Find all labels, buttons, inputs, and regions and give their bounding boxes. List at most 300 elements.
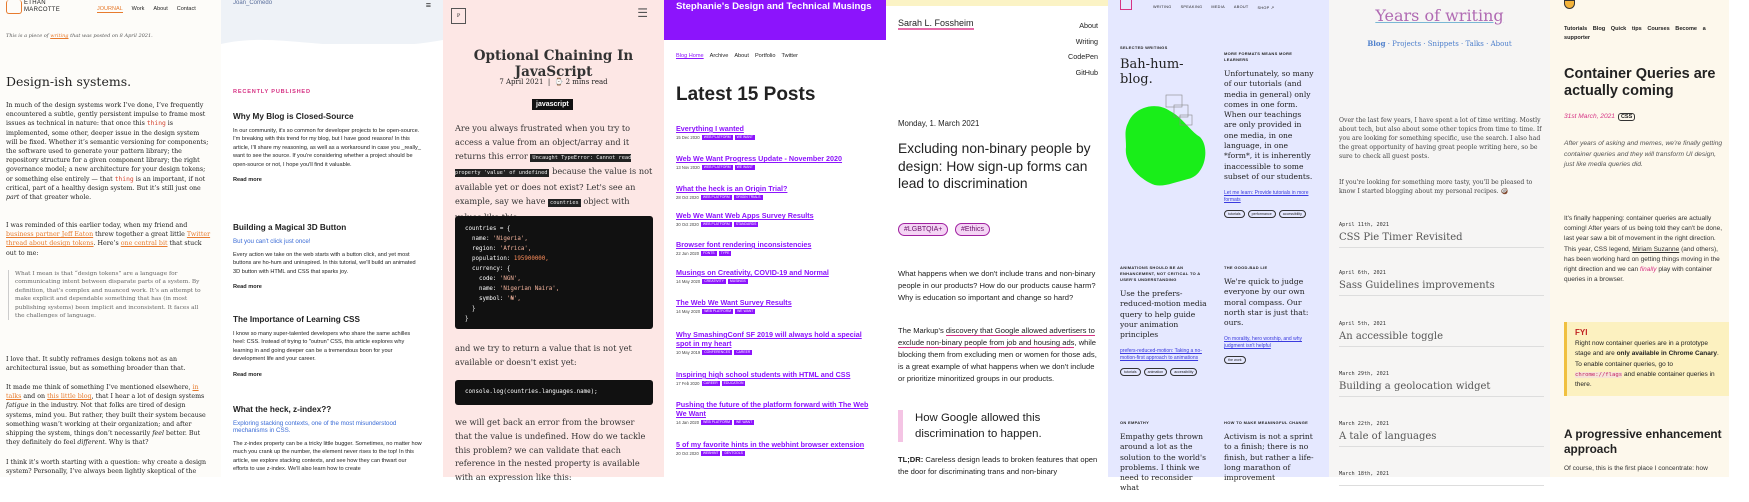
- nav-about[interactable]: About: [1490, 40, 1512, 48]
- post-entry: [1339, 222, 1544, 248]
- text: because the value is not available yet or does not exist? Let's see an example, say we have: [455, 166, 653, 206]
- nav-shop[interactable]: SHOP ↗: [1257, 6, 1275, 10]
- post-date: March 29th, 2021: [1339, 371, 1389, 377]
- text: and enable container queries in there.: [1575, 370, 1715, 389]
- text: Careless design leads to broken features that open the door for discriminating trans and non-binary: [898, 455, 1098, 476]
- site-logo[interactable]: [6, 0, 22, 14]
- panel-optional-chaining: [443, 0, 664, 483]
- post-list-item: [676, 268, 876, 284]
- post-meta: 7 April 2021 | ⌚ 2 mins read: [499, 78, 608, 86]
- post-meta: [676, 195, 876, 200]
- nav-journal[interactable]: JOURNAL: [97, 6, 123, 12]
- nav-media[interactable]: MEDIA: [1211, 5, 1225, 9]
- tag-lgbtqia[interactable]: #LGBTQIA+: [898, 223, 948, 236]
- code-key: symbol:: [465, 296, 507, 302]
- post-meta: [676, 420, 876, 425]
- category-badge[interactable]: TYPE: [720, 251, 730, 255]
- post-link[interactable]: Web We Want Web Apps Survey Results: [676, 211, 814, 220]
- code-value: 'Nigeria',: [492, 236, 528, 242]
- text: It made me think of something I’ve mentioned elsewhere,: [6, 384, 193, 391]
- paragraph-2: [898, 325, 1103, 385]
- tag-chip[interactable]: the work: [1224, 356, 1246, 364]
- panel-joshw-comeau: [221, 0, 443, 477]
- tag-list: [1224, 356, 1316, 364]
- link-the-markup[interactable]: discovery that Google allowed advertisers to exclude non-binary people from job and housing ads: [898, 326, 1095, 347]
- read-more-link[interactable]: Read more: [233, 284, 262, 291]
- emphasis: different: [77, 439, 105, 447]
- article-card: [1224, 420, 1316, 491]
- post-excerpt: In our community, it's so common for developer projects to be open-source. I'm breaking with this trend for my blog, but I have good reasons! In this article, I'll share my reasoning, as well as a workaround in case you _really_ want to see the source. If you're considering whether a project should be open-source or not, I hope you'll find it valuable.: [233, 128, 421, 168]
- code-key: countries = {: [465, 226, 511, 232]
- category-badge[interactable]: WEB PLATFORM: [704, 309, 732, 313]
- text: is an important, if not critical, part of a healthy design system. But it’s still just one: [6, 175, 206, 192]
- site-title[interactable]: Years of writing: [1375, 6, 1504, 25]
- post-date: 17 Feb 2020: [676, 381, 700, 386]
- post-meta: [676, 451, 876, 456]
- emphasis: finally: [1639, 266, 1657, 274]
- post-subtitle: But you can't click just once!: [233, 238, 311, 245]
- link-talks[interactable]: in talks: [6, 384, 199, 401]
- main-nav: [97, 6, 196, 13]
- text: Are you always frustrated when you try to access a value from an object/array and it returns this error: [455, 123, 631, 161]
- link-miriam-suzanne[interactable]: Miriam Suzanne: [1632, 245, 1680, 253]
- nav-blog-home[interactable]: Blog Home: [676, 53, 704, 59]
- nav-speaking[interactable]: SPEAKING: [1180, 5, 1203, 9]
- text: (and others), has been working hard on getting things moving in the right direction and we can: [1564, 245, 1720, 274]
- post-excerpt: Every action we take on the web starts with a button click, and yet most buttons are ho-hum and uninspired. In this tutorial, we'll build an animated 3D button with HTML and CSS that sparks joy.: [233, 252, 416, 275]
- text: In much of the design systems work I’ve done, I’ve frequently encountered a subtle, gently persistent impulse to frame most issues as technical in nature: that once this: [6, 102, 206, 128]
- posted-post: that was posted on 8 April 2021.: [68, 33, 153, 39]
- post-title: Optional Chaining In JavaScript: [473, 48, 634, 80]
- post-title-link[interactable]: A tale of languages: [1339, 431, 1544, 447]
- code-block: [455, 216, 653, 329]
- nav-about[interactable]: About: [1079, 21, 1098, 30]
- inline-code: thing: [146, 120, 166, 128]
- intro-column: [1120, 45, 1212, 201]
- category-badge[interactable]: STANDARDS: [735, 222, 757, 226]
- card-text: Unfortunately, so many of our tutorials (and media in general) only comes in one form. When our teachings are only provided in one media, in one language, in one *form*, it is inherently inaccessible to some subset of our students.: [1224, 69, 1314, 181]
- post-list-item: [676, 330, 876, 355]
- post-excerpt: The z-index property can be a tricky little bugger. Sometimes, no matter how much you crank up the number, the element never rises to the top! In this article, we explore stacking contexts, and see how they can thwart our efforts to use z-index. We'll also learn how to create: [233, 441, 422, 473]
- text: in the industry. Not that folks are tired of design systems, mind you. But rather, they built their system because something wasn’t working at their organization; and after shipping the system, things don’t necessarily: [6, 402, 206, 438]
- paragraph-2: Of course, this is the first place I concentrate: how: [1564, 465, 1708, 472]
- tag-badge[interactable]: javascript: [532, 99, 573, 110]
- text: that stuck out to me:: [6, 240, 202, 257]
- post-link[interactable]: The Web We Want Survey Results: [676, 298, 792, 307]
- nav-archive[interactable]: Archive: [709, 53, 729, 59]
- paragraph-1: [1564, 214, 1724, 285]
- text: threw together a great little: [93, 231, 187, 239]
- paragraph-2: [6, 221, 211, 258]
- post-link[interactable]: Everything I wanted: [676, 124, 744, 133]
- inline-code: countries: [550, 199, 579, 206]
- text: of that greater whole.: [19, 194, 92, 202]
- category-badge[interactable]: DEVTOOLS: [724, 451, 743, 455]
- code-value: 195900000,: [513, 256, 549, 262]
- post-title[interactable]: The Importance of Learning CSS: [233, 315, 360, 324]
- post-meta: [676, 279, 876, 284]
- text: object with: [583, 195, 630, 206]
- paragraph-2: and we try to return a value that is not yet available or doesn't exist yet:: [455, 343, 632, 367]
- writing-link[interactable]: writing: [50, 33, 69, 39]
- post-title: Design-ish systems.: [6, 74, 132, 89]
- card-label: ANIMATIONS SHOULD BE AN ENHANCEMENT, NOT CRITICAL TO A USER'S UNDERSTANDING: [1120, 265, 1201, 282]
- code-key: code:: [465, 276, 500, 282]
- nav-contact[interactable]: Contact: [176, 6, 196, 12]
- menu-icon[interactable]: ≡: [425, 0, 431, 10]
- code-key: region:: [465, 246, 500, 252]
- tag-list: [1120, 368, 1212, 376]
- post-list-item: [676, 124, 876, 140]
- tag-chip[interactable]: accessibility: [1170, 368, 1197, 376]
- card-text: Empathy gets thrown around a lot as the solution to the world's problems. I think we need to reconsider what: [1120, 432, 1207, 493]
- article-card: [1120, 265, 1212, 376]
- callout-heading: FYI: [1575, 328, 1588, 337]
- tag-chip[interactable]: accessibility: [1279, 210, 1306, 218]
- panel-years-of-writing: [1329, 0, 1550, 477]
- category-badge[interactable]: CAREER: [736, 350, 751, 354]
- inline-code: chrome://flags: [1575, 371, 1623, 378]
- card-label: MORE FORMATS MEANS MORE LEARNERS: [1224, 51, 1293, 62]
- category-badge[interactable]: WEBHINT: [702, 451, 719, 455]
- text: . Why is that?: [104, 439, 149, 447]
- text: play with container queries in a browser.: [1564, 266, 1713, 284]
- lead-paragraph: After years of asking and memes, we're finally getting container queries and they will transform UI design, just like media queries did.: [1564, 140, 1723, 169]
- article-card: [1120, 420, 1212, 502]
- code-value: '₦',: [506, 296, 521, 302]
- main-nav: [1068, 18, 1098, 80]
- post-date: 14 May 2020: [676, 279, 701, 284]
- post-date: 28 Oct 2020: [676, 195, 699, 200]
- section-heading: RECENTLY PUBLISHED: [233, 89, 311, 95]
- site-author[interactable]: Sarah L. Fossheim: [898, 18, 974, 28]
- site-header[interactable]: Stephanie's Design and Technical Musings: [664, 0, 886, 40]
- text: I was reminded of this earlier today, when my friend and: [6, 222, 188, 229]
- tag-list: [1224, 210, 1316, 218]
- code-key: name:: [465, 236, 493, 242]
- post-date: 30 Oct 2020: [676, 222, 699, 227]
- post-list-item: [676, 400, 876, 425]
- section-label: SELECTED WRITINGS: [1120, 45, 1168, 50]
- post-list-item: [676, 298, 876, 314]
- text: Right now container queries are in a prototype stage and are: [1575, 340, 1708, 358]
- post-card: [233, 315, 423, 378]
- site-logo[interactable]: P: [451, 8, 466, 24]
- post-card: [233, 405, 423, 482]
- menu-icon[interactable]: ☰: [637, 6, 648, 20]
- post-title-link[interactable]: [1339, 481, 1544, 486]
- read-more-link[interactable]: Read more: [233, 371, 262, 378]
- post-entry: [1339, 471, 1544, 486]
- post-card: [233, 112, 423, 183]
- post-list-item: [676, 184, 876, 200]
- post-list-item: [676, 440, 876, 456]
- post-link[interactable]: What the heck is an Origin Trial?: [676, 184, 788, 193]
- text: only available in Chrome Canary: [1616, 350, 1717, 358]
- code-key: name:: [465, 286, 500, 292]
- code-key: }: [465, 316, 469, 322]
- nav-talks[interactable]: Talks: [1465, 40, 1484, 48]
- post-meta: [676, 222, 876, 227]
- post-link[interactable]: Browser font rendering inconsistencies: [676, 240, 812, 249]
- nav-codepen[interactable]: CodePen: [1068, 52, 1098, 61]
- fyi-callout: [1564, 322, 1729, 396]
- page-title: Latest 15 Posts: [676, 84, 816, 105]
- site-logo[interactable]: [1564, 0, 1575, 9]
- post-entry: [1339, 371, 1544, 397]
- nav-projects[interactable]: Projects: [1392, 40, 1422, 48]
- category-badge[interactable]: WE WANT: [736, 165, 753, 169]
- clock-icon: ⌚: [554, 78, 564, 86]
- blog-title: Bah-hum-blog.: [1120, 57, 1184, 87]
- post-title-link[interactable]: Building a geolocation widget: [1339, 381, 1544, 397]
- post-entry: [1339, 270, 1544, 296]
- code-line: [465, 294, 643, 304]
- read-more-link[interactable]: Read more: [233, 177, 262, 184]
- tldr-label: TL;DR:: [898, 455, 924, 464]
- category-badge[interactable]: ORIGIN TRIALS: [735, 195, 761, 199]
- text: , while blocking them from excluding men or women for those ads, is a great example of what happens when we don't include or prioritize minoritized groups in our products.: [898, 338, 1097, 383]
- code-line: [465, 314, 643, 324]
- post-date: 22 Jun 2020: [676, 251, 700, 256]
- link-blog[interactable]: this little blog: [47, 393, 92, 401]
- post-title: Excluding non-binary people by design: How sign-up forms can lead to discrimination: [898, 141, 1091, 191]
- emphasis: fatigue: [6, 402, 29, 410]
- post-date: 7 April 2021: [499, 78, 544, 86]
- code-key: currency: {: [465, 266, 511, 272]
- paragraph-3: we will get back an error from the browser that the value is undefined. How do we tackle this problem? we can validate that each reference in the nested property is available with an expression like this:: [455, 417, 646, 483]
- article-card: [1224, 265, 1316, 364]
- text: . To enable container queries, go to: [1575, 350, 1719, 368]
- site-name-line1: ETHAN: [24, 0, 46, 6]
- inline-code: Uncaught TypeError: Cannot read property 'value' of undefined: [455, 154, 632, 177]
- post-title-link[interactable]: Sass Guidelines improvements: [1339, 280, 1544, 296]
- code-value: 'NGN',: [499, 276, 521, 282]
- section-heading: How Google allowed this discrimination to happen.: [898, 410, 1098, 442]
- panel-sarah-fossheim: [886, 0, 1108, 477]
- code-key: population:: [465, 256, 514, 262]
- card-label: HOW TO MAKE MEANINGFUL CHANGE: [1224, 420, 1309, 425]
- card-link[interactable]: prefers-reduced-motion: Taking a no-motion-first approach to animations: [1120, 348, 1202, 362]
- tag-chip[interactable]: tutorials: [1120, 368, 1141, 376]
- post-subtitle: Exploring stacking contexts, one of the most misunderstood mechanisms in CSS.: [233, 420, 397, 434]
- code-value: 'Africa',: [499, 246, 532, 252]
- tag-chip[interactable]: animation: [1144, 368, 1168, 376]
- post-date: 14 May 2020: [676, 309, 701, 314]
- nav-portfolio[interactable]: Portfolio: [754, 53, 776, 59]
- post-list-item: [676, 211, 876, 227]
- post-card: [233, 223, 423, 290]
- nav-blog[interactable]: Blog: [1367, 39, 1386, 48]
- post-date: March 18th, 2021: [1339, 471, 1389, 477]
- card-text: Use the prefers-reduced-motion media query to help guide your animation principles: [1120, 289, 1207, 340]
- post-meta: [676, 251, 876, 256]
- posted-pre: This is a piece of: [6, 33, 51, 39]
- main-nav: Blog · Projects · Snippets · Talks · About: [1367, 39, 1512, 48]
- panel-container-queries: [1550, 0, 1729, 477]
- section-heading: A progressive enhancement approach: [1564, 427, 1722, 456]
- post-meta: [676, 135, 876, 140]
- intro-paragraph: Over the last few years, I have spent a lot of time writing. Mostly about tech, but also about some other topics from time to time. If you are looking for something specific, use the search. I also had the great opportunity of having great people writing here, so be sure to check all guest posts.: [1339, 117, 1542, 160]
- tldr: [898, 454, 1103, 478]
- post-title[interactable]: Why My Blog is Closed-Source: [233, 112, 354, 121]
- post-date: April 6th, 2021: [1339, 270, 1386, 276]
- post-link[interactable]: Musings on Creativity, COVID-19 and Normal: [676, 268, 829, 277]
- article-card: [1224, 51, 1316, 218]
- category-badge[interactable]: CSS: [1618, 113, 1635, 121]
- category-badge[interactable]: CREATIVITY: [704, 279, 724, 283]
- code-line: [465, 254, 643, 264]
- main-nav[interactable]: Tutorials Blog Quick tips Courses Become a supporter: [1564, 26, 1706, 41]
- text: and on: [21, 393, 48, 401]
- nav-work[interactable]: Work: [131, 6, 145, 12]
- category-badge[interactable]: WEB PLATFORM: [702, 222, 730, 226]
- post-date: 14 Jan 2020: [676, 420, 700, 425]
- date-text: 31st March, 2021: [1564, 113, 1615, 120]
- post-link[interactable]: Why SmashingConf SF 2019 will always hold a special spot in my heart: [676, 330, 862, 348]
- text: is implemented, some other, deeper issue in the design system will be fixed. Whether it’s semantic versioning for components; the software used to generate your pattern library; the repository structure for a given component library; the right governance model; a new architecture for your design tokens; or something else entirely — that: [6, 120, 209, 183]
- read-time: 2 mins read: [565, 78, 608, 86]
- post-title: Container Queries are actually coming: [1564, 66, 1716, 99]
- green-blob-illustration: [1120, 91, 1212, 196]
- category-badge[interactable]: WE WANT: [735, 420, 753, 424]
- link-jeff-eaton[interactable]: business partner Jeff Eaton: [6, 231, 94, 239]
- paragraph-1: [6, 101, 211, 202]
- emphasis: part: [6, 194, 20, 202]
- nav-writing[interactable]: WRITING: [1153, 5, 1172, 9]
- paragraph-3: I love that. It subtly reframes design tokens not as an architectural issue, but as something broader than that.: [6, 356, 186, 373]
- paragraph-4: [6, 383, 211, 447]
- post-link[interactable]: Inspiring high school students with HTML and CSS: [676, 370, 851, 379]
- site-name-line2: MARCOTTE: [24, 7, 61, 13]
- post-list-item: [676, 370, 876, 386]
- posted-note: [6, 33, 153, 39]
- link-central-bit[interactable]: one central bit: [120, 240, 168, 248]
- site-logo[interactable]: Joan_Comedo: [233, 0, 273, 6]
- category-badge[interactable]: EDUCATION: [723, 381, 744, 385]
- nav-about[interactable]: ABOUT: [1233, 5, 1249, 9]
- tag-chip[interactable]: performance: [1248, 210, 1276, 218]
- post-meta: [676, 381, 876, 386]
- link-twitter-thread[interactable]: Twitter thread about design tokens: [6, 231, 211, 248]
- category-badge[interactable]: FONTS: [703, 251, 715, 255]
- post-date: 10 May 2019: [676, 350, 701, 355]
- category-badge[interactable]: WEB PLATFORM: [703, 420, 730, 424]
- post-title-link[interactable]: CSS Pie Timer Revisited: [1339, 232, 1544, 248]
- blockquote: What I mean is that “design tokens” are a language for communicating intent between disparate parts of a system. By definition, that’s complex and nuanced work. It’s an attempt to make explicit and dependable something that has (in most publishing systems) been implicit and inconsistent. It faces all the challenges of language.: [8, 270, 208, 320]
- nav-about[interactable]: About: [734, 53, 749, 59]
- panel-ethan-marcotte: [0, 0, 221, 477]
- post-title[interactable]: What the heck, z-index??: [233, 405, 332, 414]
- post-date: April 5th, 2021: [1339, 321, 1386, 327]
- post-list-item: [676, 240, 876, 256]
- card-text: Activism is not a sprint to a finish; there is no finish, but rather a life-long marathon of improvement: [1224, 432, 1314, 483]
- tag-chip[interactable]: tutorials: [1224, 210, 1245, 218]
- text: , that I hear a lot of design systems: [91, 393, 205, 401]
- post-date: March 22th, 2021: [1339, 421, 1389, 427]
- category-badge[interactable]: WEB PLATFORM: [703, 135, 731, 139]
- tag-ethics[interactable]: #Ethics: [955, 223, 990, 236]
- code-line: [465, 234, 643, 244]
- category-badge[interactable]: MUSINGS: [729, 279, 746, 283]
- category-badge[interactable]: WEB PLATFORM: [703, 165, 731, 169]
- category-badge[interactable]: WE WANT: [736, 135, 753, 139]
- category-badge[interactable]: CONFERENCES: [704, 350, 731, 354]
- nav-writing[interactable]: Writing: [1075, 36, 1098, 46]
- nav-about[interactable]: About: [153, 6, 168, 12]
- nav-twitter[interactable]: Twitter: [781, 53, 798, 59]
- card-link[interactable]: On morality, hero worship, and why judgment isn't helpful: [1224, 336, 1302, 350]
- text: better. But they definitely do feel: [6, 430, 201, 447]
- code-line: [465, 264, 643, 274]
- category-badge[interactable]: CAREER: [703, 381, 718, 385]
- code-block: console.log(countries.languages.name);: [455, 380, 653, 405]
- wave-shape: [221, 0, 443, 60]
- site-name[interactable]: [24, 0, 60, 14]
- post-link[interactable]: Web We Want Progress Update - November 2020: [676, 154, 843, 163]
- post-list-item: [676, 154, 876, 170]
- post-date: 13 Nov 2020: [676, 165, 700, 170]
- text: . Here’s: [93, 240, 121, 248]
- panel-bah-hum-blog: [1108, 0, 1329, 493]
- nav-snippets[interactable]: Snippets: [1427, 40, 1459, 48]
- code-value: 'Nigerian Naira',: [499, 286, 560, 292]
- post-date: [1564, 113, 1635, 121]
- card-label: THE GOOD-BAD LIE: [1224, 265, 1268, 270]
- code-line: [465, 244, 643, 254]
- post-date: Monday, 1. March 2021: [898, 119, 980, 128]
- panel-stephanie-blog: [664, 0, 886, 477]
- nav-github[interactable]: GitHub: [1075, 67, 1098, 77]
- post-date: April 11th, 2021: [1339, 222, 1389, 228]
- paragraph-1: What happens when we don't include trans and non-binary people in our products? How do our products cause harm? Why is education so important and change so hard?: [898, 269, 1096, 302]
- site-logo[interactable]: [1120, 0, 1132, 10]
- intro-paragraph-2: If you're looking for something more tasty, you'll be pleased to know I started blogging about my personal recipes. 🥥: [1339, 179, 1533, 195]
- paragraph-5: I think it’s worth starting with a question: why create a design system? Personally, I’ve always been lightly skeptical of the: [6, 459, 207, 476]
- post-excerpt: I know so many super-talented developers who share the same achilles heel: CSS. Instead of trying to "outrun" CSS, this article explores why learning in and going deeper can be a tremendous boon for your development life and your career.: [233, 331, 411, 363]
- post-meta: [676, 165, 876, 170]
- code-line: [465, 274, 643, 284]
- blog-nav: [676, 53, 798, 59]
- post-meta: [676, 309, 876, 314]
- code-line: [465, 304, 643, 314]
- paragraph-1: [455, 122, 653, 225]
- text: The Markup's: [898, 326, 946, 335]
- code-key: }: [465, 306, 476, 312]
- post-link[interactable]: 5 of my favorite hints in the webhint browser extension: [676, 440, 865, 449]
- text: It's finally happening: container queries are actually coming! After years of us being told they can't be done, last year saw a bit of movement in the right direction. This year, CSS legend,: [1564, 215, 1723, 253]
- post-entry: [1339, 321, 1544, 347]
- card-label: ON EMPATHY: [1120, 420, 1150, 425]
- inline-code: thing: [114, 175, 134, 183]
- category-badge[interactable]: WE WANT: [737, 309, 754, 313]
- post-title-link[interactable]: An accessible toggle: [1339, 331, 1544, 347]
- post-date: 15 Dec 2020: [676, 135, 700, 140]
- post-date: 20 Oct 2020: [676, 451, 699, 456]
- top-banner: [886, 0, 1108, 6]
- post-meta: [676, 350, 876, 355]
- emphasis: feel: [152, 430, 165, 438]
- code-line: [465, 224, 643, 234]
- card-link[interactable]: Let me learn: Provide tutorials in more formats: [1224, 190, 1309, 204]
- card-text: We're quick to judge everyone by our own moral compass. Our north star is just that: ours.: [1224, 277, 1309, 328]
- post-link[interactable]: Pushing the future of the platform forward with The Web We Want: [676, 400, 869, 418]
- header-wave: [221, 0, 443, 44]
- main-nav: [1153, 5, 1274, 10]
- post-title[interactable]: Building a Magical 3D Button: [233, 223, 347, 232]
- code-line: [465, 284, 643, 294]
- category-badge[interactable]: WEB PLATFORM: [702, 195, 730, 199]
